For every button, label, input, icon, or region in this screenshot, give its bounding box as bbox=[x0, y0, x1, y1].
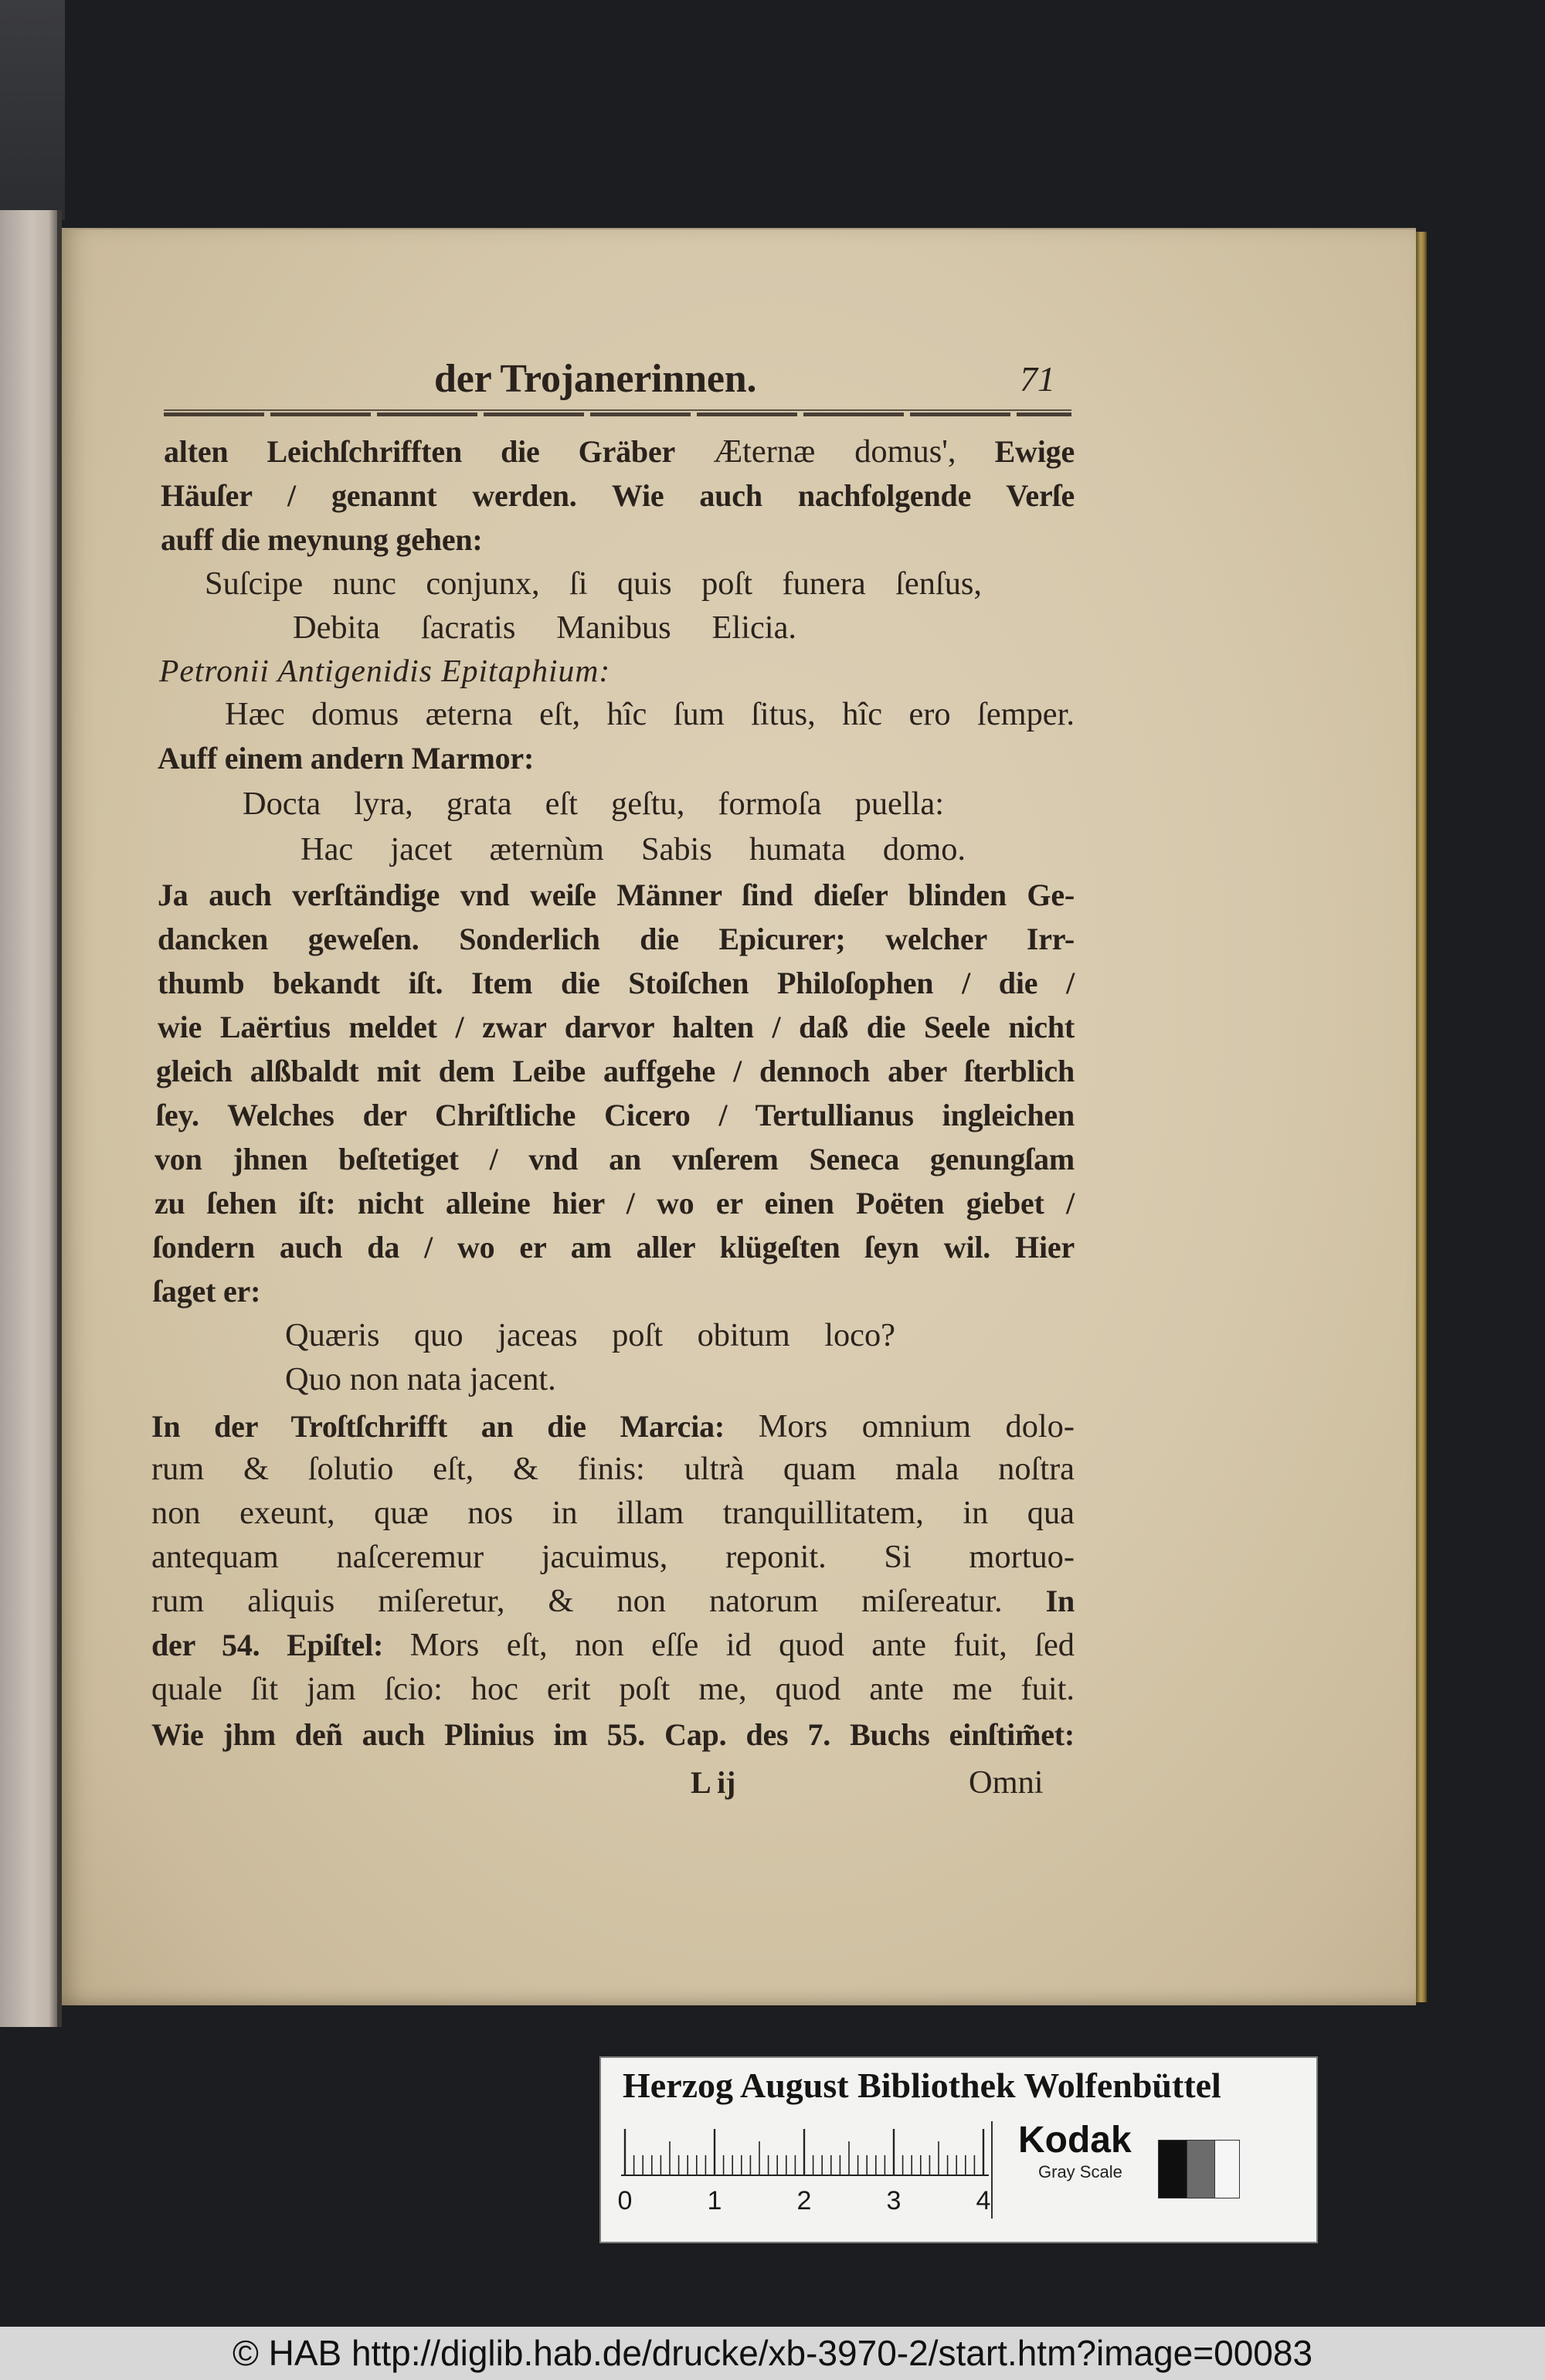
text-fraktur: auff die meynung gehen: bbox=[161, 522, 483, 557]
text-antiqua: Hæc domus æterna eſt, hîc ſum ſitus, hîc ero ſemper. bbox=[225, 696, 1075, 732]
text-line bbox=[151, 1448, 1075, 1491]
scan-background bbox=[0, 0, 65, 220]
gray-scale-label: Gray Scale bbox=[1038, 2162, 1122, 2181]
text-fraktur: dancken geweſen. Sonderlich die Epicurer; welcher Irr- bbox=[158, 922, 1075, 956]
kodak-logo: Kodak bbox=[1018, 2120, 1132, 2161]
card-institution-name: Herzog August Bibliothek Wolfenbüttel bbox=[623, 2066, 1221, 2105]
text-fraktur: ſondern auch da / wo er am aller klügeſten ſeyn wil. Hier bbox=[153, 1230, 1075, 1265]
page-gilt-edge bbox=[1416, 232, 1427, 2002]
text-antiqua: quale ſit jam ſcio: hoc erit poſt me, quod ante me fuit. bbox=[151, 1671, 1075, 1707]
verse-line bbox=[205, 562, 982, 606]
catchword bbox=[969, 1761, 1077, 1805]
footer-credit: © HAB http://diglib.hab.de/drucke/xb-3970-2/start.htm?image=00083 bbox=[232, 2333, 1313, 2373]
card-divider bbox=[991, 2121, 993, 2219]
text-line bbox=[151, 1668, 1075, 1711]
text-line bbox=[158, 737, 652, 780]
text-fraktur: von jhnen beſtetiget / vnd an vnſerem Seneca genungſam bbox=[154, 1142, 1075, 1176]
text-antiqua: Omni bbox=[969, 1764, 1044, 1801]
verse-line bbox=[293, 606, 796, 650]
gray-patch-mid bbox=[1187, 2140, 1215, 2198]
text-antiqua: rum aliquis miſeretur, & non natorum miſereatur. bbox=[151, 1583, 1046, 1619]
text-fraktur: gleich alßbaldt mit dem Leibe auffgehe / dennoch aber ſterblich bbox=[156, 1054, 1075, 1088]
signature-mark bbox=[691, 1761, 783, 1805]
text-line bbox=[158, 874, 1075, 917]
header-rule-broken bbox=[164, 413, 1071, 416]
text-line bbox=[156, 1050, 1075, 1093]
text-line bbox=[158, 918, 1075, 961]
previous-page-edge bbox=[0, 210, 57, 2027]
text-fraktur: In der Troſtſchrifft an die Marcia: bbox=[151, 1409, 759, 1444]
text-fraktur: alten Leichſchrifften die Gräber bbox=[164, 434, 714, 469]
verse-line bbox=[285, 1358, 671, 1401]
text-line bbox=[151, 1624, 1075, 1667]
text-line bbox=[156, 1094, 1075, 1137]
ruler-number: 0 bbox=[617, 2186, 633, 2215]
ruler bbox=[618, 2120, 992, 2181]
text-antiqua: antequam naſceremur jacuimus, reponit. Si mortuo- bbox=[151, 1539, 1075, 1575]
text-fraktur: der 54. Epiſtel: bbox=[151, 1628, 410, 1662]
text-antiqua: Debita ſacratis Manibus Elicia. bbox=[293, 609, 796, 646]
text-fraktur: Auff einem andern Marmor: bbox=[158, 741, 535, 776]
text-fraktur: ſey. Welches der Chriſtliche Cicero / Tertullianus ingleichen bbox=[156, 1098, 1075, 1132]
text-antiqua: Docta lyra, grata eſt geſtu, formoſa puella: bbox=[243, 786, 944, 822]
ruler-number: 3 bbox=[886, 2186, 902, 2215]
text-fraktur: zu ſehen iſt: nicht alleine hier / wo er einen Poëten giebet / bbox=[154, 1186, 1075, 1221]
text-line bbox=[158, 962, 1075, 1005]
text-antiqua: Mors omnium dolo- bbox=[758, 1408, 1075, 1445]
text-line bbox=[151, 1405, 1075, 1448]
text-fraktur: L ij bbox=[691, 1765, 736, 1800]
text-line bbox=[161, 474, 1075, 518]
text-line bbox=[151, 1536, 1075, 1579]
ruler-number: 4 bbox=[976, 2186, 991, 2215]
text-line bbox=[153, 1226, 1075, 1269]
text-line bbox=[151, 1713, 1075, 1757]
text-antiqua: rum & ſolutio eſt, & finis: ultrà quam mala noſtra bbox=[151, 1451, 1075, 1487]
gray-patch-white bbox=[1214, 2140, 1240, 2198]
text-fraktur: In bbox=[1045, 1584, 1075, 1618]
text-fraktur: wie Laërtius meldet / zwar darvor halten / daß die Seele nicht bbox=[158, 1010, 1075, 1044]
verse-line bbox=[243, 783, 944, 826]
epitaph-heading bbox=[159, 649, 746, 692]
text-italic: Petronii Antigenidis Epitaphium: bbox=[159, 653, 611, 688]
header-rule bbox=[164, 409, 1071, 411]
text-line bbox=[158, 1006, 1075, 1049]
text-line bbox=[151, 1492, 1075, 1535]
gray-patch-black bbox=[1158, 2140, 1187, 2198]
ruler-number: 2 bbox=[796, 2186, 812, 2215]
page-number: 71 bbox=[1020, 359, 1055, 399]
text-antiqua: Suſcipe nunc conjunx, ſi quis poſt funera ſenſus, bbox=[205, 565, 982, 602]
text-fraktur: Häuſer / genannt werden. Wie auch nachfolgende Verſe bbox=[161, 478, 1075, 513]
text-line bbox=[164, 430, 1075, 474]
text-antiqua: non exeunt, quæ nos in illam tranquillitatem, in qua bbox=[151, 1495, 1075, 1531]
text-line bbox=[153, 1270, 385, 1313]
text-line bbox=[151, 1580, 1075, 1623]
text-fraktur: Wie jhm deñ auch Plinius im 55. Cap. des 7. Buchs einſtim̃et: bbox=[151, 1717, 1075, 1752]
text-antiqua: Quæris quo jaceas poſt obitum loco? bbox=[285, 1317, 895, 1353]
text-fraktur: Ja auch verſtändige vnd weiſe Männer ſind dieſer blinden Ge- bbox=[158, 878, 1075, 912]
verse-line bbox=[301, 828, 966, 871]
ruler-number: 1 bbox=[707, 2186, 722, 2215]
text-fraktur: Ewige bbox=[956, 434, 1075, 469]
text-line bbox=[154, 1138, 1075, 1181]
text-line bbox=[161, 518, 624, 562]
verse-line bbox=[225, 693, 1075, 736]
text-antiqua: Æternæ domus', bbox=[713, 433, 956, 470]
text-antiqua: Quo non nata jacent. bbox=[285, 1361, 556, 1397]
text-line bbox=[154, 1182, 1075, 1225]
text-antiqua: Hac jacet æternùm Sabis humata domo. bbox=[301, 831, 966, 867]
text-antiqua: Mors eſt, non eſſe id quod ante fuit, ſed bbox=[409, 1627, 1075, 1663]
text-fraktur: thumb bekandt iſt. Item die Stoiſchen Philoſophen / die / bbox=[158, 966, 1075, 1000]
verse-line bbox=[285, 1314, 895, 1357]
text-fraktur: ſaget er: bbox=[153, 1274, 261, 1309]
running-head: der Trojanerinnen. bbox=[434, 357, 757, 401]
